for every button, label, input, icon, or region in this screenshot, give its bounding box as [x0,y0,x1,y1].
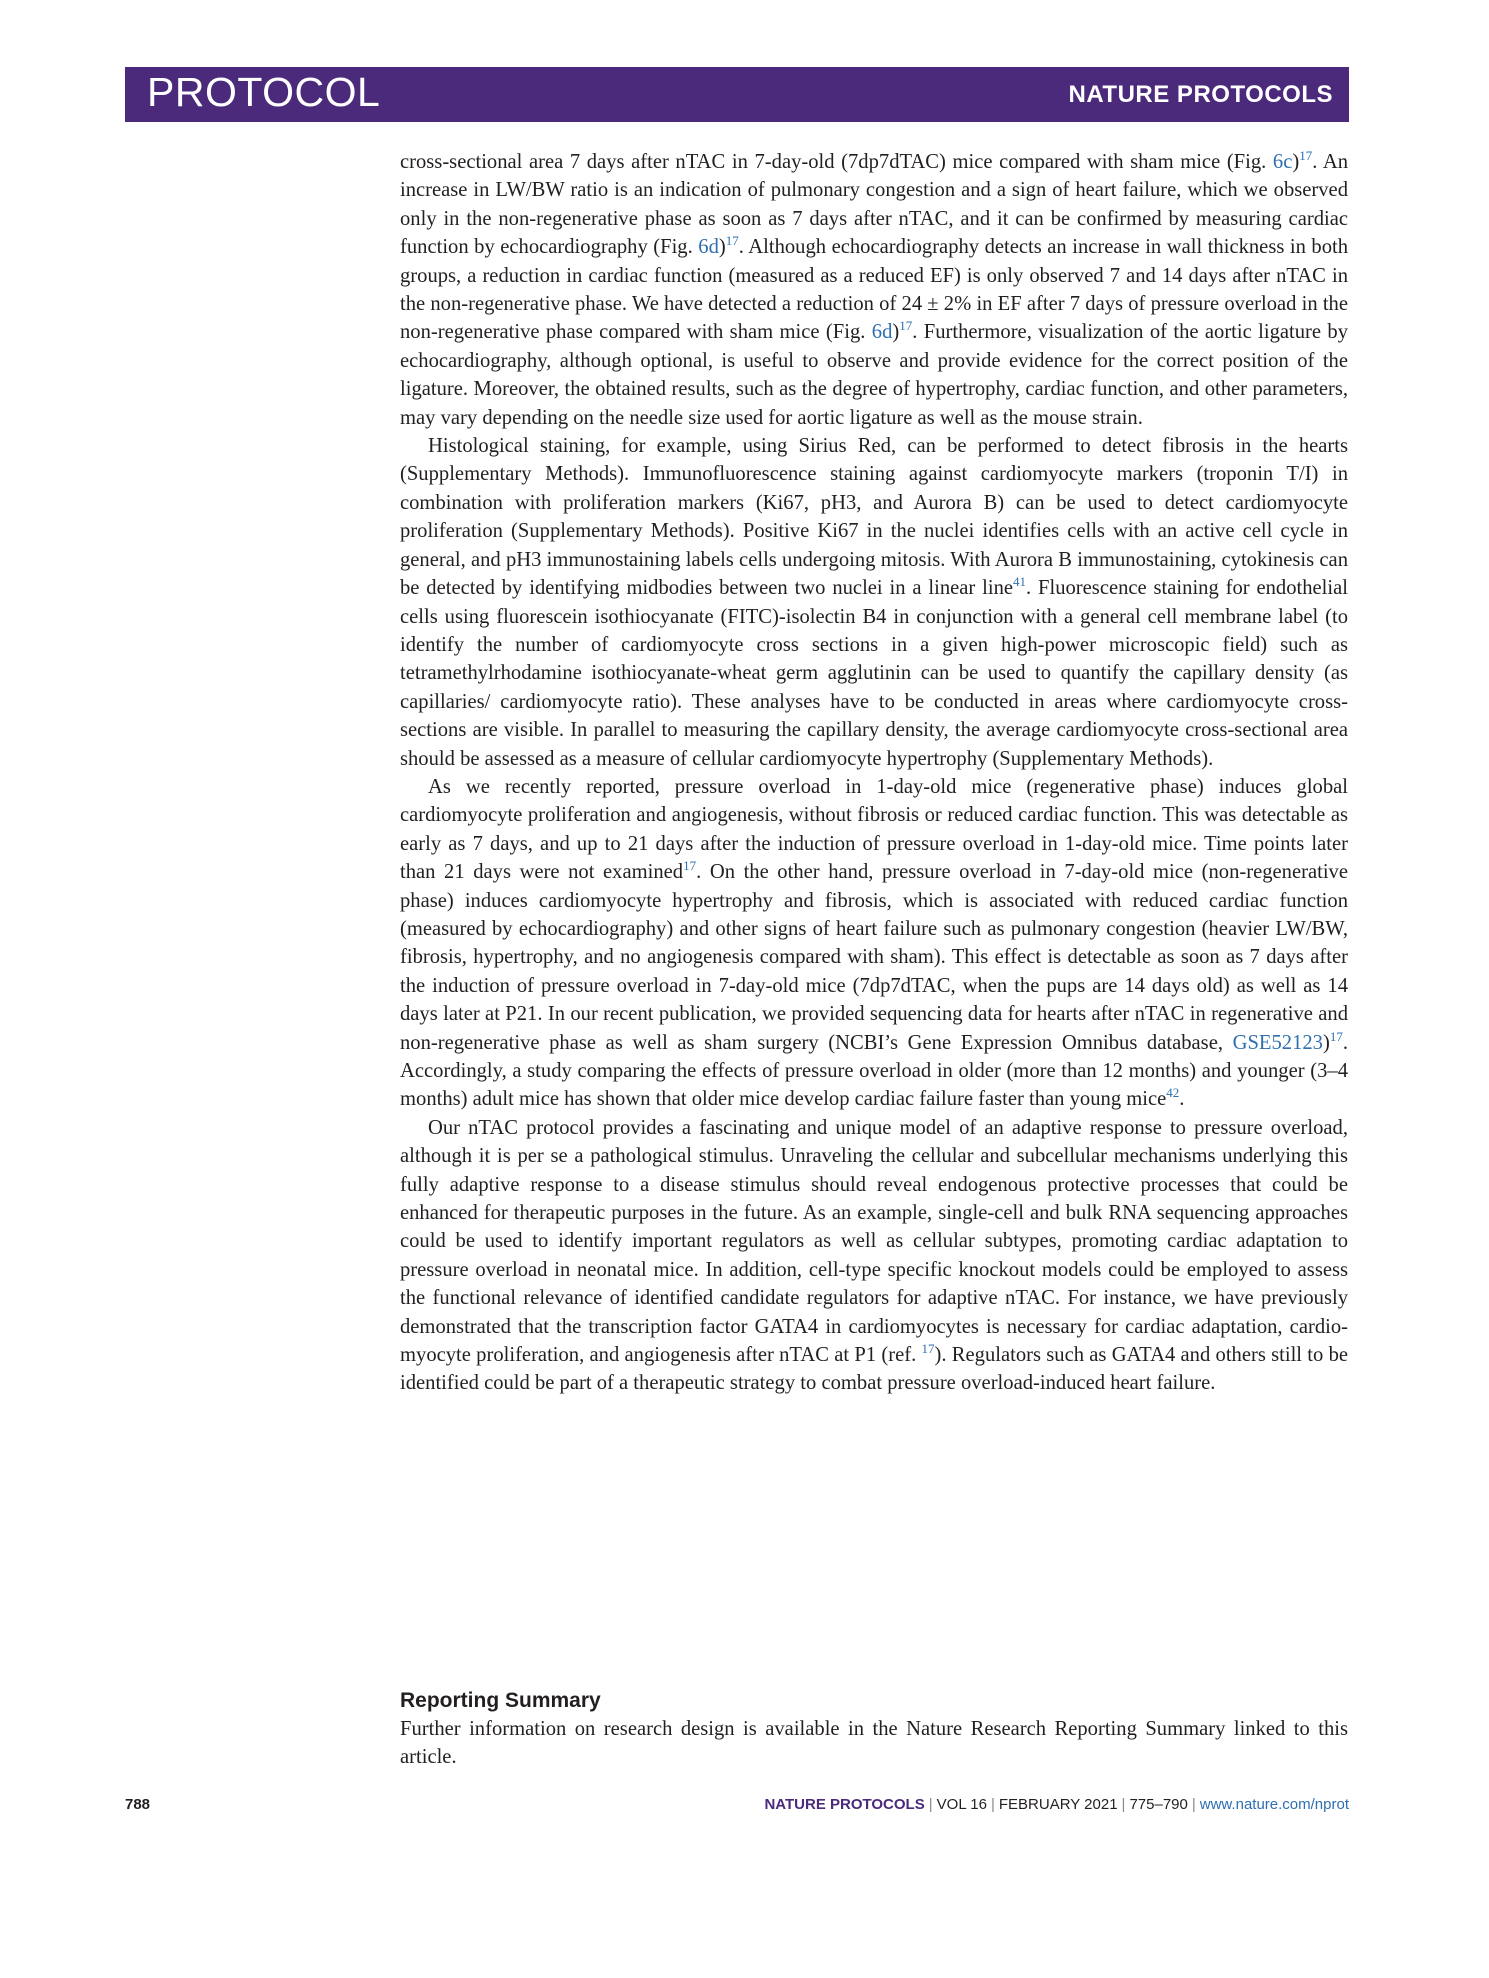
text-run: . Fluorescence staining for endothelial cells using fluorescein isothiocyanate (FITC)-isolectin B4 in conjunction with a general cell membrane label (to identify the number of cardiomyocyte cross sections in a given high-power microscopic field) such as tetramethylrhodamine isothiocyanate-wheat germ agglutinin can be used to quantify the capillary density (as capillaries/ cardiomyocyte ratio). These analyses have to be conducted in areas where cardiomyocyte cross-sections are visible. In parallel to measuring the capillary density, the average cardiomyocyte cross-sectional area should be assessed as a measure of cellular cardiomyocyte hypertrophy (Supplementary Methods). [400,577,1348,770]
text-run: ) [892,321,900,344]
figure-link[interactable]: 6d [871,321,893,344]
journal-name: NATURE PROTOCOLS [1068,81,1333,108]
footer-volume: VOL 16 [936,1796,987,1813]
header-bar [125,67,1349,122]
text-run: . Accordingly, a study comparing the effects of pressure overload in older (more than 12 months) and younger (3–4 months) adult mice has shown that older mice develop cardiac failure faster than young mice [400,1031,1348,1111]
figure-link[interactable]: 6c [1272,151,1293,173]
text-run: Histological staining, for example, using Sirius Red, can be performed to detect fibrosis in the hearts (Supplementary Methods). Immunofluorescence staining against cardiomyocyte markers (troponin T/I) in combination with proliferation markers (Ki67, pH3, and Aurora B) can be used to detect cardiomyocyte proliferation (Supplementary Methods). Positive Ki67 in the nuclei identifies cells with an active cell cycle in general, and pH3 immunostaining labels cells undergoing mitosis. With Aurora B immunostaining, cytokinesis can be detected by identifying midbodies between two nuclei in a linear line [400,435,1348,600]
text-run: As we recently reported, pressure overload in 1-day-old mice (regenerative phase) induces global cardiomyocyte proliferation and angiogenesis, without fibrosis or reduced cardiac function. This was detectable as early as 7 days, and up to 21 days after the induction of pressure overload in 1-day-old mice. Time points later than 21 days were not examined [400,775,1348,884]
citation-reference[interactable]: 42 [1166,1085,1180,1101]
citation-reference[interactable]: 17 [899,318,913,334]
footer-journal: NATURE PROTOCOLS [764,1796,925,1813]
text-run: . Furthermore, visualization of the aortic ligature by echocardiography, although optional, is useful to observe and provide evidence for the correct position of the ligature. Moreover, the obtained results, such as the degree of hypertrophy, cardiac function, and other parameters, may vary depending on the needle size used for aortic ligature as well as the mouse strain. [400,321,1348,429]
article-body [400,148,1348,1398]
text-run: cross-sectional area 7 days after nTAC in 7-day-old (7dp7dTAC) mice compared with sham mice (Fig. [400,151,1273,173]
text-run: . On the other hand, pressure overload in 7-day-old mice (non-regenerative phase) induces cardiomyocyte hypertrophy and fibrosis, which is associated with reduced cardiac function (measured by echocardiography) and other signs of heart failure such as pulmonary congestion (heavier LW/BW, fibrosis, hypertrophy, and no angiogenesis compared with sham). This effect is detectable as soon as 7 days after the induction of pressure overload in 7-day-old mice (7dp7dTAC, when the pups are 14 days old) as well as 14 days later at P21. In our recent publication, we provided sequencing data for hearts after nTAC in regenerative and non-regenerative phase as well as sham surgery (NCBI’s Gene Expression Omnibus database, [400,861,1348,1054]
citation-reference[interactable]: 17 [725,233,739,249]
footer-url[interactable]: www.nature.com/nprot [1199,1796,1349,1813]
paragraph [400,1114,1348,1398]
text-run: ) [1292,151,1300,173]
paragraph [400,773,1348,1114]
text-run: ) [718,236,726,259]
paragraph [400,432,1348,773]
text-run: Our nTAC protocol provides a fascinating and unique model of an adaptive response to pressure overload, although it is per se a pathological stimulus. Unraveling the cellular and subcellular mechanisms underlying this fully adaptive response to a disease stimulus should reveal endogenous protective processes that could be enhanced for therapeutic purposes in the future. As an example, single-cell and bulk RNA sequencing approaches could be used to identify important regulators as well as cellular subtypes, promoting cardiac adaptation to pressure overload in neonatal mice. In addition, cell-type specific knockout models could be employed to assess the functional relevance of identified candidate regulators for adaptive nTAC. For instance, we have previously demonstrated that the transcription factor GATA4 in cardiomyocytes is necessary for cardiac adaptation, cardio-myocyte proliferation, and angiogenesis after nTAC at P1 (ref. [400,1116,1348,1367]
citation-reference[interactable]: 17 [1299,148,1313,163]
footer-pages: 775–790 [1129,1796,1188,1813]
figure-link[interactable]: 6d [698,236,719,259]
footer-date: FEBRUARY 2021 [998,1796,1118,1813]
paragraph [400,148,1348,432]
text-run: ) [1322,1031,1330,1054]
figure-link[interactable]: GSE52123 [1232,1031,1323,1054]
text-run: ). Regulators such as GATA4 and others still to be identified could be part of a therapeutic strategy to combat pressure overload-induced heart failure. [400,1344,1349,1395]
citation-reference[interactable]: 17 [683,858,697,874]
citation-reference[interactable]: 17 [1329,1028,1343,1044]
section-label: PROTOCOL [147,69,381,115]
text-run: . Although echocardiography detects an increase in wall thickness in both groups, a reduction in cardiac function (measured as a reduced EF) is only observed 7 and 14 days after nTAC in the non-regenerative phase. We have detected a reduction of 24 ± 2% in EF after 7 days of pressure overload in the non-regenerative phase compared with sham mice (Fig. [400,236,1349,344]
page-number: 788 [125,1796,151,1813]
citation-reference[interactable]: 17 [921,1341,935,1357]
text-run: . [1179,1088,1185,1111]
reporting-summary-text: Further information on research design is available in the Nature Research Reporting Summary linked to this article. [400,1718,1348,1769]
reporting-summary-heading: Reporting Summary [400,1689,601,1712]
text-run: . An increase in LW/BW ratio is an indication of pulmonary congestion and a sign of heart failure, which we observed only in the non-regenerative phase as soon as 7 days after nTAC, and it can be confirmed by measuring cardiac function by echocardiography (Fig. [400,151,1348,259]
reporting-summary [400,1687,1348,1772]
footer-citation: NATURE PROTOCOLS | VOL 16 | FEBRUARY 2021 | 775–790 | www.nature.com/nprot [764,1796,1349,1813]
citation-reference[interactable]: 41 [1013,574,1027,590]
